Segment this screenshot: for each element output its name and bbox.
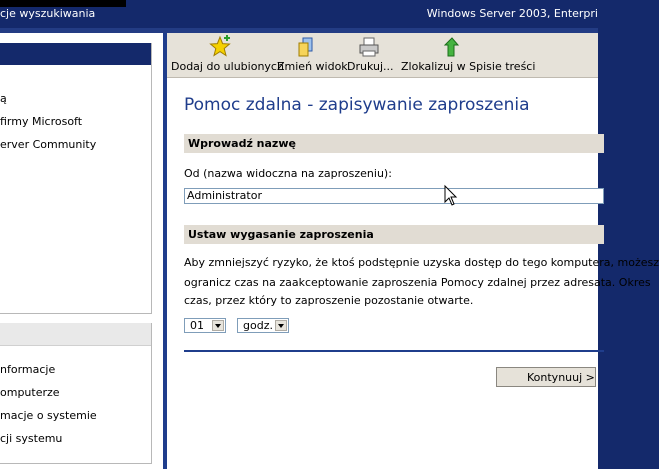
page-title: Pomoc zdalna - zapisywanie zaproszenia: [184, 95, 530, 115]
titlebar-cap: [0, 0, 126, 7]
locate-in-contents-button[interactable]: [399, 33, 536, 77]
section-header-expiry: [184, 225, 604, 244]
left-link-5[interactable]: omputerze: [0, 386, 60, 399]
add-favorites-button[interactable]: [169, 33, 284, 77]
print-label: Drukuj...: [347, 60, 394, 73]
left-panel-box-bottom: [0, 323, 152, 464]
from-label: Od (nazwa widoczna na zaproszeniu):: [184, 167, 392, 180]
expiry-text-line-1: Aby zmniejszyć ryzyko, że ktoś podstępnie uzyska dostęp do tego komputera, możesz: [184, 256, 659, 269]
toolbar: [167, 33, 598, 78]
continue-button-label: Kontynuuj >: [527, 371, 595, 384]
section-header-name: [184, 134, 604, 153]
mouse-cursor-icon: [444, 185, 458, 207]
locate-label: Zlokalizuj w Spisie treści: [401, 60, 536, 73]
left-panel-header-bottom: [0, 323, 151, 346]
change-view-label: Zmień widok: [277, 60, 348, 73]
left-navigation-pane: [0, 33, 164, 469]
left-link-1[interactable]: ą: [0, 92, 7, 105]
green-arrow-icon: [444, 36, 466, 58]
chevron-down-icon[interactable]: [212, 320, 224, 331]
left-link-2[interactable]: firmy Microsoft: [0, 115, 83, 128]
window-titlebar: [0, 0, 598, 28]
expiry-unit-select[interactable]: [237, 318, 289, 333]
left-panel-header: [0, 43, 151, 65]
change-view-button[interactable]: [275, 33, 348, 77]
left-link-3[interactable]: erver Community: [0, 138, 97, 151]
change-view-icon: [296, 36, 318, 58]
expiry-text-line-3: czas, przez który to zaproszenie pozostanie otwarte.: [184, 294, 474, 307]
left-link-4[interactable]: nformacje: [0, 363, 56, 376]
star-plus-icon: [209, 36, 231, 58]
print-button[interactable]: [345, 33, 393, 77]
content-pane: [167, 33, 659, 469]
section-header-name-text: Wprowadź nazwę: [188, 137, 296, 150]
section-header-expiry-text: Ustaw wygasanie zaproszenia: [188, 228, 374, 241]
expiry-value-select[interactable]: [184, 318, 226, 333]
left-link-6[interactable]: macje o systemie: [0, 409, 97, 422]
add-favorites-label: Dodaj do ulubionych: [171, 60, 284, 73]
continue-button[interactable]: [496, 367, 596, 387]
separator-line: [184, 350, 604, 352]
window-title-right: Windows Server 2003, Enterpri: [426, 7, 598, 20]
expiry-value: 01: [190, 319, 204, 332]
left-panel-box-top: [0, 43, 152, 314]
expiry-unit: godz.: [243, 319, 273, 332]
left-link-7[interactable]: cji systemu: [0, 432, 63, 445]
name-input[interactable]: Administrator: [184, 188, 604, 204]
chevron-down-icon[interactable]: [275, 320, 287, 331]
window-title-left: cje wyszukiwania: [0, 7, 96, 20]
printer-icon: [358, 36, 380, 58]
expiry-text-line-2: ogranicz czas na zaakceptowanie zaproszenia Pomocy zdalnej przez adresata. Okres: [184, 276, 651, 289]
